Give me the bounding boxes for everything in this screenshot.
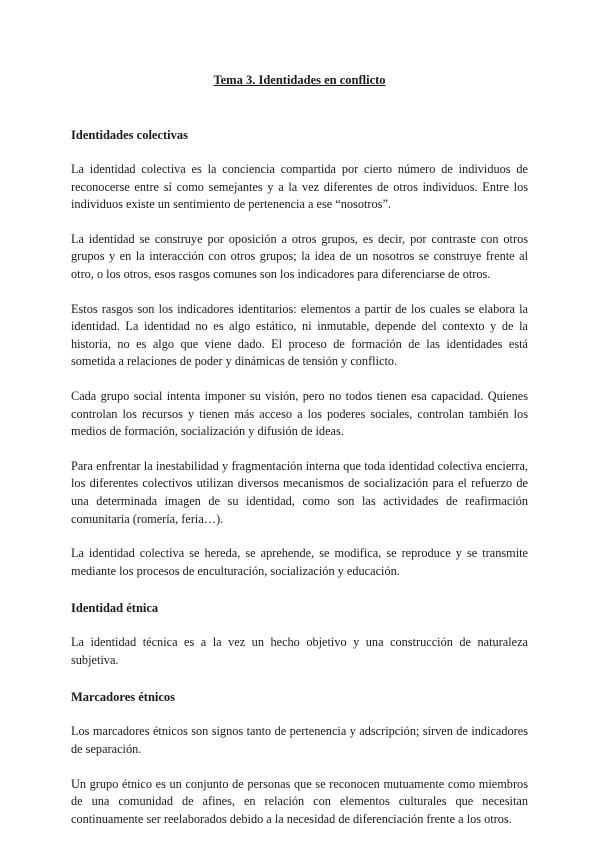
document-page [71,72,528,845]
paragraph: Estos rasgos son los indicadores identitarios: elementos a partir de los cuales se elabora la identidad. La identidad no es algo estático, ni inmutable, depende del contexto y de la historia, no es algo que viene dado. El proceso de formación de las identidades está sometida a relaciones de poder y dinámicas de tensión y conflicto. [71,301,528,369]
section-marcadores-etnicos [71,689,528,828]
section-identidades-colectivas [71,127,528,580]
section-heading: Identidad étnica [71,601,159,616]
paragraph: Los marcadores étnicos son signos tanto de pertenencia y adscripción; sirven de indicadores de separación. [71,724,528,757]
paragraph: Cada grupo social intenta imponer su visión, pero no todos tienen esa capacidad. Quienes controlan los recursos y tienen más acceso a los poderes sociales, controlan también los medios de formación, socialización y difusión de ideas. [71,388,528,439]
document-title: Tema 3. Identidades en conflicto [213,73,386,87]
paragraph: La identidad colectiva se hereda, se aprehende, se modifica, se reproduce y se transmite mediante los procesos de enculturación, socialización y educación. [71,546,528,578]
paragraph: La identidad colectiva es la conciencia compartida por cierto número de individuos de reconocerse entre sí como semejantes y a la vez diferentes de otros individuos. Entre los individuos existe un sentimiento de pertenencia a ese “nosotros”. [71,162,528,212]
paragraph: Un grupo étnico es un conjunto de personas que se reconocen mutuamente como miembros de una comunidad de afines, en relación con elementos culturales que necesitan continuamente ser reelaborados debido a la necesidad de diferenciación frente a los otros. [71,776,528,826]
section-heading: Identidades colectivas [71,128,189,142]
paragraph: Para enfrentar la inestabilidad y fragmentación interna que toda identidad colectiva encierra, los diferentes colectivos utilizan diversos mecanismos de socialización para el refuerzo de una determinada imagen de su identidad, como son las actividades de reafirmación comunitaria (romería, feria…). [71,458,528,526]
section-heading: Marcadores étnicos [71,690,176,705]
paragraph: La identidad técnica es a la vez un hecho objetivo y una construcción de naturaleza subjetiva. [71,635,528,667]
section-identidad-etnica [71,600,528,669]
paragraph: La identidad se construye por oposición a otros grupos, es decir, por contraste con otros grupos y en la interacción con otros grupos; la idea de un nosotros se construye frente al otro, o los otros, esos rasgos comunes son los indicadores para diferenciarse de otros. [71,231,528,281]
